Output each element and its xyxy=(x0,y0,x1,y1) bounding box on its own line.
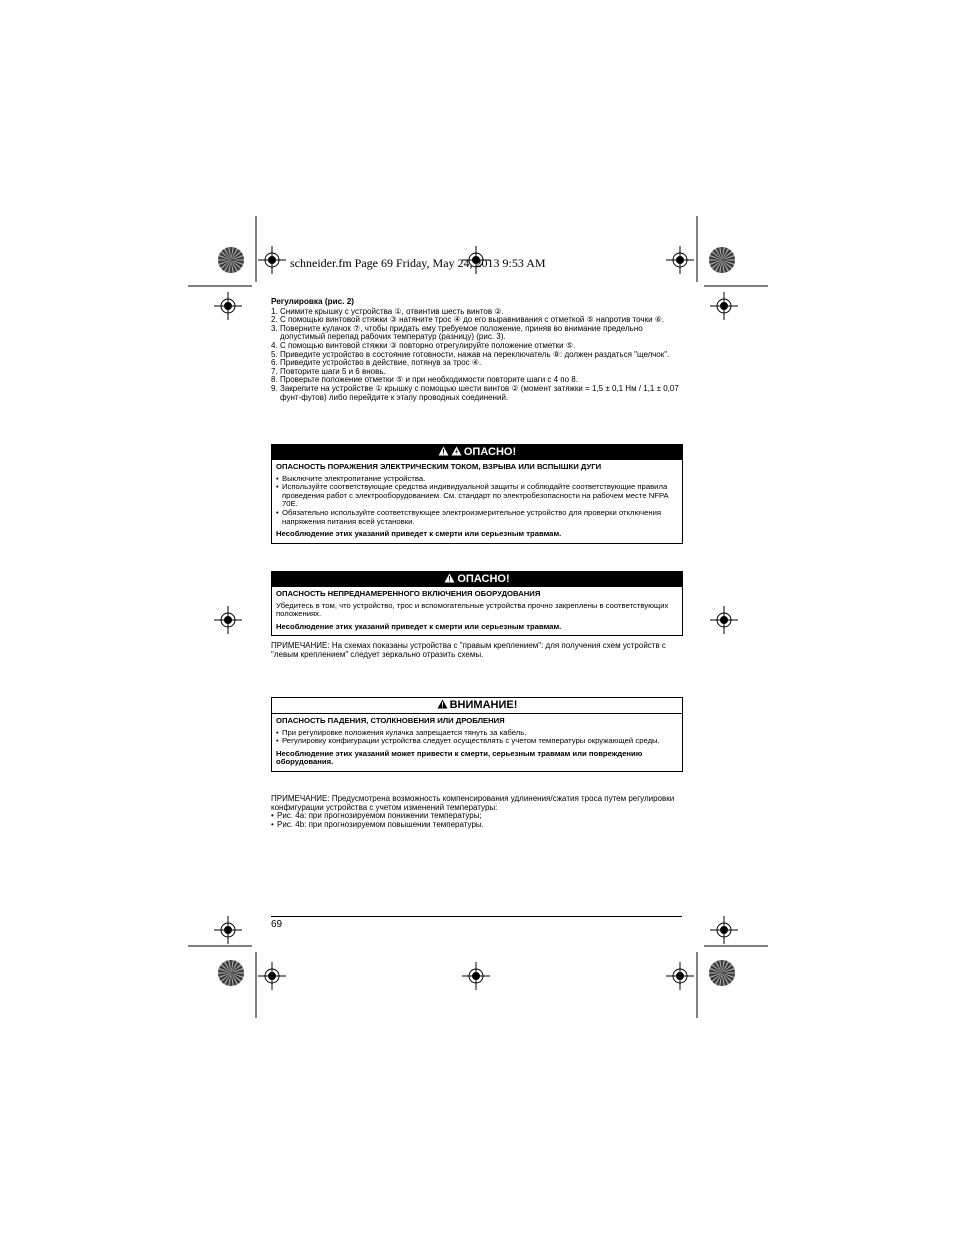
danger-title: ОПАСНО! xyxy=(463,446,517,458)
note-compensation xyxy=(271,795,683,829)
bullet-dot: • xyxy=(276,482,279,492)
bullet-text: Выключите электропитание устройства. xyxy=(282,473,426,483)
caution-box xyxy=(271,697,683,772)
section-title: Регулировка (рис. 2) xyxy=(271,297,355,306)
bullet-dot: • xyxy=(276,473,279,483)
registration-crosshair xyxy=(214,916,242,944)
registration-starburst xyxy=(709,960,735,986)
bullet-dot: • xyxy=(271,811,274,821)
caution-title: ВНИМАНИЕ! xyxy=(449,699,518,711)
danger-title: ОПАСНО! xyxy=(457,573,510,585)
steps-list xyxy=(271,308,683,403)
step-text: Приведите устройство в действие, потянув за трос ④. xyxy=(280,358,482,368)
step-item xyxy=(271,325,683,342)
step-number: 4. xyxy=(271,340,278,350)
footer-rule xyxy=(271,916,682,917)
danger-box-electric xyxy=(271,444,683,544)
step-text: Проверьте положение отметки ⑤ и при необходимости повторите шаги с 4 по 8. xyxy=(280,375,578,385)
danger-box-activation xyxy=(271,571,683,636)
hazard-bullets xyxy=(276,475,678,527)
caution-header xyxy=(272,698,682,714)
bullet-item xyxy=(276,483,678,509)
lightning-warning-icon xyxy=(451,446,462,456)
registration-crosshair xyxy=(214,292,242,320)
danger-header xyxy=(272,572,682,587)
bullet-text: При регулировке положения кулачка запрещается тянуть за кабель. xyxy=(282,727,527,737)
bullet-item xyxy=(276,737,678,746)
registration-starburst xyxy=(709,247,735,273)
bullet-text: Обязательно используйте соответствующее электроизмерительное устройство для проверки отключения напряжения питания всей установки. xyxy=(282,507,662,526)
hazard-subtitle: ОПАСНОСТЬ НЕПРЕДНАМЕРЕННОГО ВКЛЮЧЕНИЯ ОБОРУДОВАНИЯ xyxy=(276,589,541,598)
page-number: 69 xyxy=(271,919,283,930)
hazard-body: Убедитесь в том, что устройство, трос и вспомогательные устройства прочно закреплены в соответствующих положениях. xyxy=(276,600,669,619)
bullet-dot: • xyxy=(276,736,279,746)
registration-crosshair xyxy=(462,962,490,990)
bullet-text: Рис. 4b: при прогнозируемом повышении температуры. xyxy=(277,819,484,829)
adjustment-section xyxy=(271,298,683,402)
step-text: Приведите устройство в состояние готовности, нажав на переключатель ⑧: должен раздаться "щелчок". xyxy=(280,349,670,359)
hazard-bullets xyxy=(276,729,678,746)
bullet-text: Рис. 4a: при прогнозируемом понижении температуры; xyxy=(277,811,482,821)
registration-crosshair xyxy=(710,292,738,320)
registration-crosshair xyxy=(666,246,694,274)
warning-triangle-icon xyxy=(438,446,449,456)
note-items xyxy=(271,812,683,829)
step-number: 7. xyxy=(271,366,278,376)
warning-triangle-icon xyxy=(437,699,448,709)
registration-crosshair xyxy=(258,246,286,274)
hazard-consequence: Несоблюдение этих указаний приведет к смерти или серьезным травмам. xyxy=(276,621,562,631)
hazard-subtitle: ОПАСНОСТЬ ПОРАЖЕНИЯ ЭЛЕКТРИЧЕСКИМ ТОКОМ, ВЗРЫВА ИЛИ ВСПЫШКИ ДУГИ xyxy=(276,462,602,471)
registration-starburst xyxy=(218,247,244,273)
bullet-text: Регулировку конфигурации устройства следует осуществлять с учетом температуры окружающей среды. xyxy=(282,736,660,746)
step-text: Снимите крышку с устройства ①, отвинтив шесть винтов ②. xyxy=(280,306,504,316)
step-text: С помощью винтовой стяжки ③ натяните трос ④ до его выравнивания с отметкой ⑤ напротив точки ⑥. xyxy=(280,315,665,325)
step-item xyxy=(271,385,683,402)
registration-crosshair xyxy=(710,606,738,634)
bullet-dot: • xyxy=(276,727,279,737)
hazard-consequence: Несоблюдение этих указаний может привести к смерти, серьезным травмам или повреждению оборудования. xyxy=(276,748,643,767)
bullet-item xyxy=(271,821,683,830)
hazard-consequence: Несоблюдение этих указаний приведет к смерти или серьезным травмам. xyxy=(276,529,562,539)
step-number: 1. xyxy=(271,306,278,316)
registration-crosshair xyxy=(710,916,738,944)
step-text: С помощью винтовой стяжки ③ повторно отрегулируйте положение отметки ⑤. xyxy=(280,340,576,350)
bullet-text: Используйте соответствующие средства индивидуальной защиты и соблюдайте соответствующие правила проведения работ с электрооборудованием. См. стандарт по электробезопасности на рабочем месте NFPA 70E. xyxy=(282,482,669,509)
note-mirror: ПРИМЕЧАНИЕ: На схемах показаны устройства с "правым креплением": для получения схем устройств с "левым креплением" следует зеркально отразить схемы. xyxy=(271,641,666,659)
bullet-dot: • xyxy=(276,507,279,517)
warning-triangle-icon xyxy=(444,573,455,583)
step-text: Повторите шаги 5 и 6 вновь. xyxy=(280,366,386,376)
danger-header xyxy=(272,445,682,460)
file-header: schneider.fm Page 69 Friday, May 24, 2013 9:53 AM xyxy=(290,256,546,270)
hazard-subtitle: ОПАСНОСТЬ ПАДЕНИЯ, СТОЛКНОВЕНИЯ ИЛИ ДРОБЛЕНИЯ xyxy=(276,716,505,725)
step-number: 8. xyxy=(271,375,278,385)
registration-crosshair xyxy=(666,962,694,990)
registration-crosshair xyxy=(258,962,286,990)
step-number: 2. xyxy=(271,315,278,325)
registration-starburst xyxy=(218,960,244,986)
step-text: Поверните кулачок ⑦, чтобы придать ему требуемое положение, приняв во внимание предельно допустимый перепад рабочих температур (разницу) (рис. 3). xyxy=(280,323,643,342)
step-number: 9. xyxy=(271,383,278,393)
step-number: 3. xyxy=(271,323,278,333)
bullet-item xyxy=(276,509,678,526)
registration-crosshair xyxy=(214,606,242,634)
step-number: 5. xyxy=(271,349,278,359)
bullet-dot: • xyxy=(271,819,274,829)
step-text: Закрепите на устройстве ① крышку с помощью шести винтов ② (момент затяжки = 1,5 ± 0,1 Нм / 1,1 ± 0,07 фунт-футов) либо перейдите к этапу проводных соединений. xyxy=(280,383,679,402)
step-number: 6. xyxy=(271,358,278,368)
note-intro: ПРИМЕЧАНИЕ: Предусмотрена возможность компенсирования удлинения/сжатия троса путем регулировки конфигурации устройства с учетом изменений температуры: xyxy=(271,794,675,812)
